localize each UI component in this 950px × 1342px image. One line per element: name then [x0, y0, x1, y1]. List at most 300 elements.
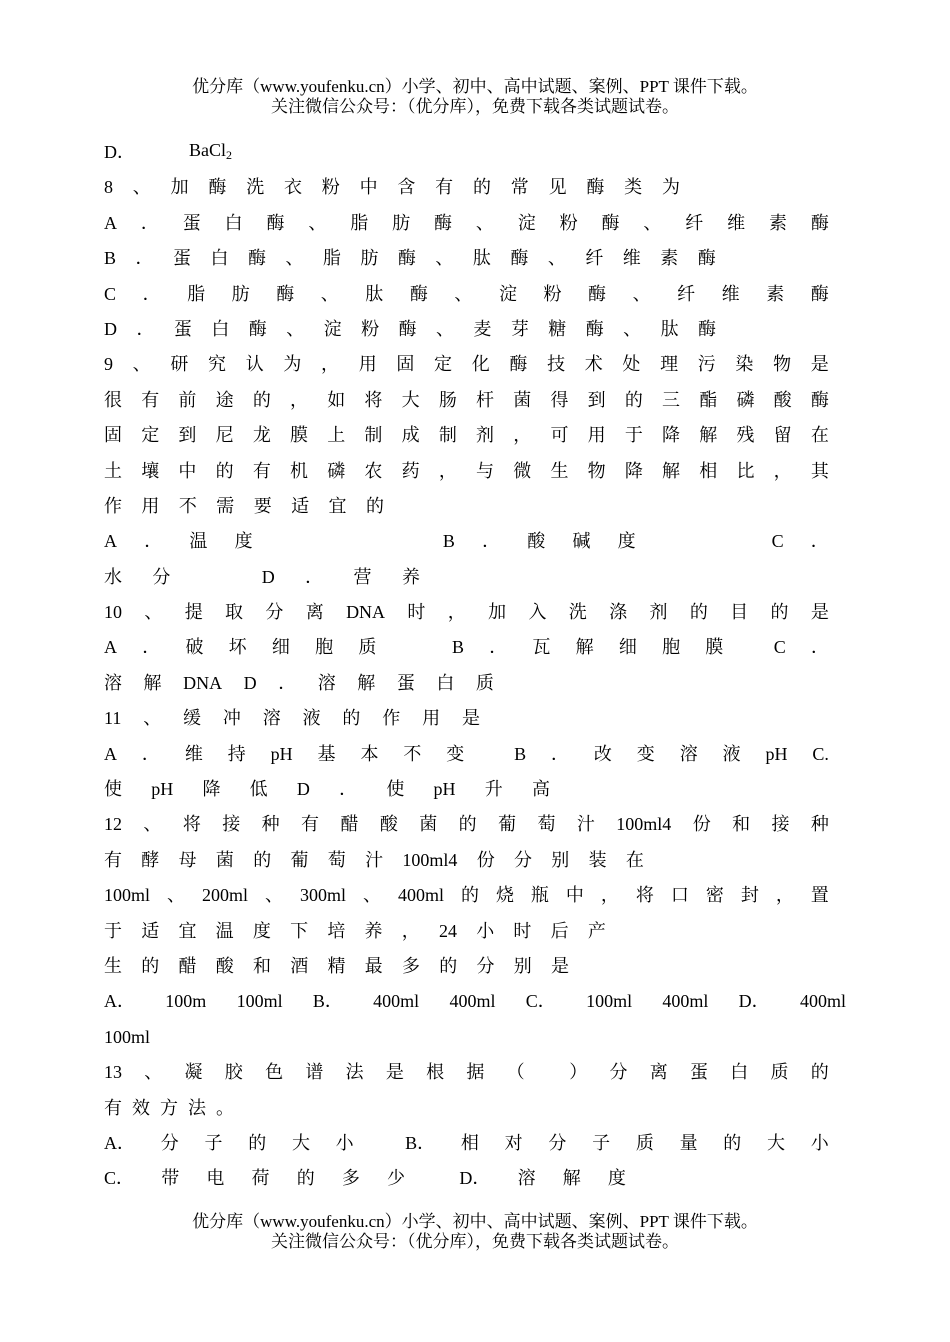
text-token: 目: [730, 602, 749, 623]
text-token: 培: [327, 920, 346, 941]
text-token: ．: [278, 672, 297, 693]
text-token: 的: [689, 602, 708, 623]
text-token: 维: [727, 212, 746, 233]
text-line: [104, 666, 494, 701]
text-token: 用: [587, 425, 606, 446]
text-token: 解: [562, 1168, 581, 1189]
text-token: 分: [476, 955, 495, 976]
text-token: 纤: [585, 248, 604, 269]
text-token: 葡: [290, 849, 309, 870]
text-token: 度: [252, 920, 271, 941]
text-token: 酶: [247, 248, 266, 269]
text-token: ．: [305, 566, 324, 587]
text-token: 最: [364, 955, 383, 976]
text-token: 度: [617, 531, 636, 552]
text-token: 其: [810, 460, 829, 481]
text-token: 酶: [266, 212, 285, 233]
text-token: 白: [730, 1062, 749, 1083]
text-token: 改: [593, 743, 612, 764]
text-token: 大: [401, 389, 420, 410]
text-token: 维: [184, 743, 203, 764]
text-token: 有: [104, 1097, 122, 1118]
text-token: 制: [364, 425, 383, 446]
text-token: 液: [302, 708, 321, 729]
text-token: A: [104, 743, 117, 764]
text-token: 如: [327, 389, 346, 410]
text-token: 是: [551, 955, 569, 976]
text-token: 效: [132, 1097, 150, 1118]
text-token: 药: [401, 460, 420, 481]
text-token: ．: [142, 283, 161, 304]
text-token: 适: [141, 920, 160, 941]
text-token: 粉: [361, 318, 380, 339]
text-token: C．: [104, 1168, 135, 1189]
text-token: 时: [513, 920, 532, 941]
text-token: 、: [132, 177, 151, 198]
text-token: 8: [104, 177, 113, 198]
text-token: 葡: [498, 814, 517, 835]
text-line: [104, 241, 716, 276]
text-token: 维: [622, 248, 641, 269]
text-token: 、: [454, 283, 473, 304]
text-token: 度: [234, 531, 253, 552]
text-token: 温: [189, 531, 208, 552]
text-token: 留: [773, 425, 792, 446]
text-token: 的: [723, 1132, 742, 1153]
text-token: 瓶: [530, 885, 549, 906]
text-token: 肪: [360, 248, 379, 269]
text-token: （: [506, 1062, 525, 1083]
text-token: ，: [775, 885, 794, 906]
text-token: 纤: [677, 283, 696, 304]
text-token: 、: [435, 248, 454, 269]
q7-option-d: [104, 135, 829, 170]
text-token: 方: [160, 1097, 178, 1118]
text-token: 400ml: [799, 991, 846, 1012]
text-token: 粉: [321, 177, 340, 198]
text-token: 破: [185, 637, 204, 658]
text-token: 细: [618, 637, 637, 658]
text-token: 农: [364, 460, 383, 481]
text-token: ．: [482, 531, 501, 552]
text-token: 养: [364, 920, 383, 941]
text-token: D: [261, 566, 275, 587]
text-token: ．: [141, 743, 160, 764]
text-token: 持: [227, 743, 246, 764]
text-token: 、: [143, 814, 162, 835]
text-line: [104, 630, 829, 665]
text-token: 酶: [510, 248, 529, 269]
text-token: 芽: [510, 318, 529, 339]
text-token: 麦: [473, 318, 492, 339]
text-token: B: [451, 637, 464, 658]
text-token: 100m: [165, 991, 207, 1012]
text-token: C: [104, 283, 117, 304]
text-token: 小: [476, 920, 495, 941]
text-token: ．: [142, 637, 161, 658]
text-token: 杆: [476, 389, 495, 410]
text-token: 大: [291, 1132, 310, 1153]
text-token: 荷: [251, 1168, 270, 1189]
text-token: 400ml: [449, 991, 496, 1012]
text-token: 有: [252, 460, 271, 481]
text-token: ，: [290, 389, 309, 410]
text-token: 蛋: [689, 1062, 708, 1083]
text-token: 肠: [438, 389, 457, 410]
text-token: 有: [104, 849, 122, 870]
text-token: 生: [550, 460, 569, 481]
text-token: 变: [446, 743, 465, 764]
text-token: ，: [773, 460, 792, 481]
text-token: 途: [215, 389, 234, 410]
text-token: 100ml: [236, 991, 283, 1012]
text-token: 相: [699, 460, 718, 481]
text-token: 的: [248, 1132, 267, 1153]
text-token: 密: [705, 885, 724, 906]
text-line: [104, 1091, 234, 1126]
text-token: 是: [461, 708, 480, 729]
text-token: 酶: [585, 318, 604, 339]
text-token: D: [243, 672, 257, 693]
text-token: 离: [649, 1062, 668, 1083]
text-line: [104, 1020, 829, 1055]
text-token: 在: [625, 849, 644, 870]
text-token: 蛋: [396, 672, 415, 693]
text-token: 将: [364, 389, 383, 410]
text-token: 前: [178, 389, 197, 410]
text-token: 酸: [773, 389, 792, 410]
text-token: ，: [600, 885, 619, 906]
text-token: 多: [402, 955, 420, 976]
text-token: 300ml: [299, 885, 346, 906]
text-token: 、: [144, 1062, 163, 1083]
text-token: 、: [308, 212, 327, 233]
text-token: 装: [588, 849, 607, 870]
text-token: 粉: [559, 212, 578, 233]
text-token: 置: [810, 885, 829, 906]
text-token: 分: [609, 1062, 628, 1083]
text-token: 脂: [187, 283, 206, 304]
text-token: 酶: [276, 283, 295, 304]
option-label: D．: [104, 142, 135, 162]
text-token: 适: [291, 495, 310, 516]
text-token: 份: [476, 849, 495, 870]
text-token: 需: [216, 495, 235, 516]
text-token: 宜: [328, 495, 347, 516]
text-token: 膜: [290, 425, 309, 446]
text-line: [104, 843, 644, 878]
text-token: ，: [513, 425, 532, 446]
text-token: 酶: [586, 177, 605, 198]
text-token: 、: [264, 885, 283, 906]
text-token: 类: [624, 177, 643, 198]
text-token: 洗: [246, 177, 265, 198]
text-token: ．: [489, 637, 508, 658]
text-token: 有: [301, 814, 320, 835]
text-token: 作: [382, 708, 401, 729]
text-line: [104, 489, 384, 524]
text-token: A．: [104, 1132, 135, 1153]
text-token: 法: [345, 1062, 364, 1083]
text-token: DNA: [346, 602, 386, 623]
text-token: 分: [548, 1132, 567, 1153]
text-token: 度: [607, 1168, 626, 1189]
text-token: 技: [547, 354, 566, 375]
text-line: [104, 984, 846, 1019]
text-line: [104, 772, 550, 807]
text-token: D．: [459, 1168, 491, 1189]
text-token: 微: [513, 460, 532, 481]
text-token: 400ml: [373, 991, 420, 1012]
text-token: 化: [471, 354, 490, 375]
text-token: 种: [810, 814, 829, 835]
text-token: 酸: [215, 955, 234, 976]
text-token: ．: [339, 779, 358, 800]
text-token: 研: [170, 354, 189, 375]
text-token: 酶: [434, 212, 452, 233]
text-token: C.: [812, 743, 829, 764]
text-line: [104, 312, 716, 347]
text-token: 营: [353, 566, 372, 587]
text-token: 不: [178, 495, 197, 516]
text-token: 溶: [517, 1168, 536, 1189]
text-line: [104, 383, 829, 418]
text-token: 、: [547, 248, 566, 269]
text-token: 溶: [104, 672, 122, 693]
text-token: 下: [290, 920, 309, 941]
text-token: 理: [660, 354, 679, 375]
text-line: [104, 701, 480, 736]
text-token: 小: [335, 1132, 354, 1153]
text-token: 脂: [322, 248, 341, 269]
text-token: ．: [144, 531, 163, 552]
text-token: 酒: [290, 955, 309, 976]
text-token: 固: [104, 425, 122, 446]
text-token: ，: [438, 460, 457, 481]
text-token: 使: [104, 779, 122, 800]
text-token: 的: [472, 177, 491, 198]
text-token: ．: [550, 743, 569, 764]
text-token: 定: [434, 354, 453, 375]
text-token: 100ml: [104, 885, 151, 906]
text-token: 萄: [537, 814, 556, 835]
text-token: 酸: [527, 531, 546, 552]
text-token: 成: [401, 425, 420, 446]
text-token: 相: [460, 1132, 479, 1153]
text-token: 接: [222, 814, 241, 835]
text-token: 上: [327, 425, 346, 446]
text-token: 蛋: [182, 212, 201, 233]
text-token: 酸: [379, 814, 398, 835]
text-token: 肽: [660, 318, 679, 339]
text-token: 白: [436, 672, 455, 693]
text-token: 酶: [810, 283, 829, 304]
text-token: 色: [265, 1062, 284, 1083]
text-token: 缓: [183, 708, 202, 729]
text-token: 洗: [568, 602, 587, 623]
text-token: 酶: [810, 212, 829, 233]
text-token: 质: [635, 1132, 654, 1153]
text-token: 菌: [513, 389, 532, 410]
text-token: 用: [358, 354, 377, 375]
text-token: 白: [224, 212, 243, 233]
text-token: 肽: [472, 248, 491, 269]
text-token: 维: [721, 283, 740, 304]
text-token: 胞: [662, 637, 681, 658]
text-line: [104, 878, 829, 913]
text-token: 溶: [679, 743, 698, 764]
text-token: 多: [341, 1168, 360, 1189]
text-token: 中: [178, 460, 197, 481]
text-token: 解: [143, 672, 162, 693]
text-token: DNA: [183, 672, 223, 693]
text-token: 醋: [340, 814, 359, 835]
text-token: 酶: [398, 318, 417, 339]
text-token: 与: [476, 460, 495, 481]
text-token: 、: [285, 248, 304, 269]
text-token: 的: [342, 708, 361, 729]
text-token: 质: [770, 1062, 789, 1083]
text-token: 的: [460, 885, 479, 906]
text-token: 汁: [576, 814, 595, 835]
text-token: 萄: [327, 849, 346, 870]
text-token: 口: [670, 885, 689, 906]
text-token: 在: [810, 425, 829, 446]
text-token: 100ml: [586, 991, 633, 1012]
text-token: 剂: [476, 425, 495, 446]
text-token: 降: [662, 425, 681, 446]
text-token: 100ml4: [616, 814, 672, 835]
text-token: C．: [525, 991, 556, 1012]
text-token: 的: [770, 602, 789, 623]
text-token: 醋: [178, 955, 197, 976]
text-token: 肪: [392, 212, 411, 233]
text-token: 有: [435, 177, 454, 198]
text-line: [104, 595, 829, 630]
text-token: 、: [143, 708, 162, 729]
text-token: 壤: [141, 460, 160, 481]
text-token: 电: [206, 1168, 225, 1189]
text-token: 酶: [588, 283, 607, 304]
text-line: [104, 347, 829, 382]
text-token: 的: [365, 495, 384, 516]
text-token: 淀: [323, 318, 342, 339]
text-token: 尼: [215, 425, 234, 446]
text-line: [104, 418, 829, 453]
text-token: 胞: [315, 637, 334, 658]
text-token: 入: [528, 602, 547, 623]
text-token: 酶: [248, 318, 267, 339]
text-token: ．: [810, 531, 829, 552]
text-token: 质: [475, 672, 494, 693]
text-token: 菌: [215, 849, 234, 870]
text-line: [104, 949, 569, 984]
text-token: 10: [104, 602, 122, 623]
text-token: ．: [136, 318, 155, 339]
text-token: 坏: [228, 637, 247, 658]
text-token: 后: [550, 920, 569, 941]
text-token: 、: [320, 283, 339, 304]
text-token: 酶: [810, 389, 829, 410]
text-token: C: [773, 637, 786, 658]
text-line: [104, 277, 829, 312]
text-token: A: [104, 212, 117, 233]
text-token: 、: [167, 885, 185, 906]
text-token: 对: [504, 1132, 523, 1153]
text-token: 水: [104, 566, 122, 587]
text-token: 本: [360, 743, 379, 764]
text-line: [104, 1055, 829, 1090]
text-token: 物: [773, 354, 792, 375]
text-token: 淀: [517, 212, 536, 233]
text-token: 用: [422, 708, 441, 729]
text-token: 小: [810, 1132, 829, 1153]
text-token: 可: [550, 425, 569, 446]
text-token: 加: [488, 602, 507, 623]
text-token: 24: [438, 920, 457, 941]
header-line-1: 优分库（www.youfenku.cn）小学、初中、高中试题、案例、PPT 课件下载。: [192, 77, 758, 96]
text-token: 接: [771, 814, 790, 835]
text-token: 作: [104, 495, 122, 516]
text-token: 的: [253, 849, 272, 870]
text-line: [104, 807, 829, 842]
footer-line-1: 优分库（www.youfenku.cn）小学、初中、高中试题、案例、PPT 课件下载。: [192, 1212, 758, 1231]
text-token: 、: [435, 318, 454, 339]
text-token: 素: [769, 212, 787, 233]
text-token: 将: [635, 885, 654, 906]
text-token: ．: [140, 212, 159, 233]
text-token: 液: [722, 743, 741, 764]
text-token: 将: [182, 814, 201, 835]
text-token: 的: [252, 389, 271, 410]
text-line: [104, 170, 680, 205]
text-token: 衣: [283, 177, 302, 198]
text-token: 种: [261, 814, 280, 835]
text-token: 分: [265, 602, 284, 623]
text-token: 400ml: [662, 991, 709, 1012]
text-token: 肪: [231, 283, 250, 304]
text-token: 带: [161, 1168, 180, 1189]
text-token: 脂: [350, 212, 369, 233]
text-token: 菌: [419, 814, 438, 835]
text-token: 12: [104, 814, 122, 835]
text-token: 的: [439, 955, 458, 976]
text-token: 、: [643, 212, 662, 233]
text-token: A: [104, 531, 117, 552]
text-token: 量: [679, 1132, 698, 1153]
text-token: 变: [636, 743, 655, 764]
text-token: 养: [401, 566, 420, 587]
text-token: 和: [253, 955, 271, 976]
text-token: 、: [475, 212, 494, 233]
text-token: 200ml: [201, 885, 248, 906]
page-footer: [0, 1212, 950, 1252]
text-token: 得: [550, 389, 569, 410]
text-token: 为: [661, 177, 680, 198]
text-token: 子: [592, 1132, 611, 1153]
text-token: 淀: [498, 283, 517, 304]
text-token: 11: [104, 708, 122, 729]
text-token: 龙: [252, 425, 271, 446]
text-line: [104, 524, 829, 559]
text-token: 的: [215, 460, 234, 481]
text-token: 精: [327, 955, 346, 976]
text-token: 于: [104, 920, 122, 941]
text-token: 降: [202, 779, 221, 800]
text-token: 制: [438, 425, 457, 446]
text-token: 和: [732, 814, 751, 835]
text-token: 少: [387, 1168, 406, 1189]
